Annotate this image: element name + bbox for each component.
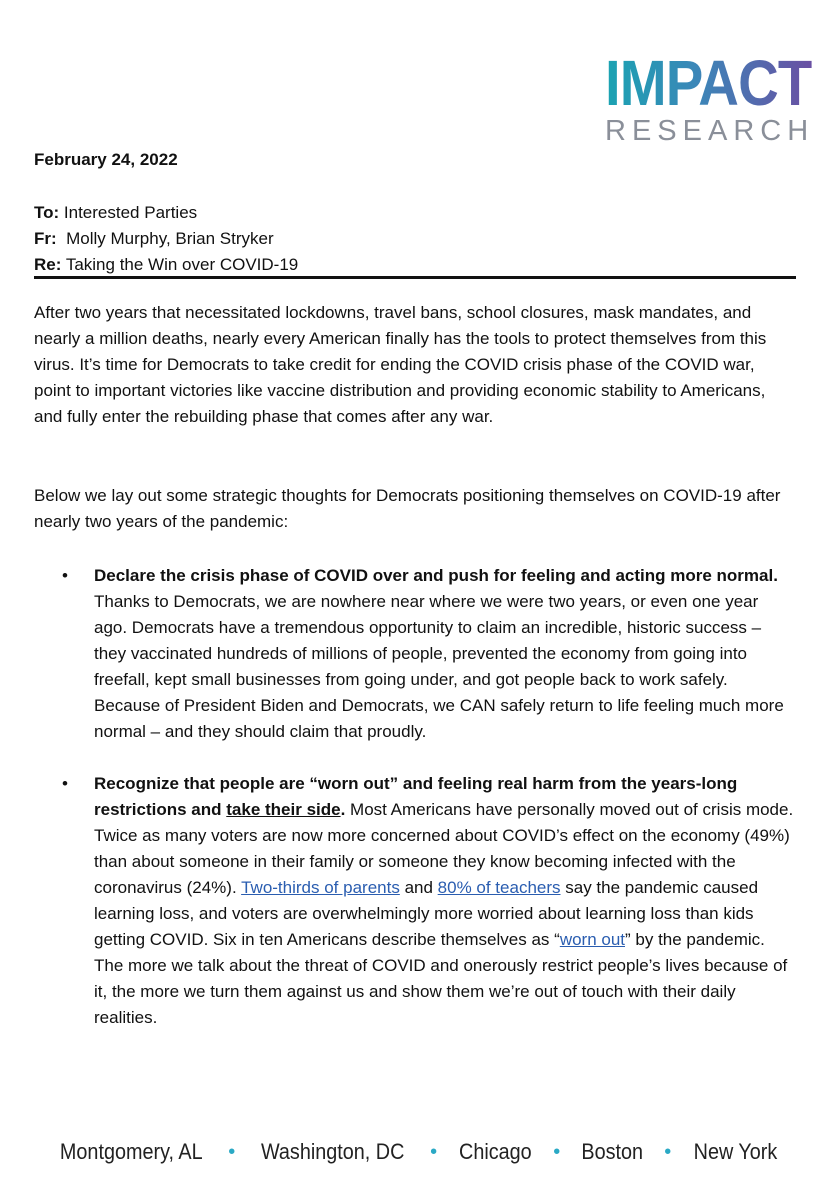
header-divider: [34, 276, 796, 279]
memo-date: February 24, 2022: [34, 150, 178, 169]
strategy-heading: Declare the crisis phase of COVID over and push for feeling and acting more normal.: [94, 566, 778, 585]
strategy-heading: Recognize that people are “worn out” and feeling real harm from the years-long restrictions and: [94, 774, 738, 819]
worn-out-link[interactable]: worn out: [559, 930, 626, 949]
memo-to-line: [34, 200, 298, 226]
footer-separator-dot: •: [228, 1140, 236, 1163]
bullet-icon: •: [62, 774, 68, 793]
strategy-item-declare-over: [34, 563, 794, 745]
strategy-heading-end: .: [340, 800, 346, 819]
memo-to-value: Interested Parties: [63, 203, 198, 222]
strategy-item-take-their-side: [34, 771, 794, 1031]
footer-city: New York: [693, 1139, 778, 1164]
memo-header: [34, 200, 298, 278]
strategy-body: and: [399, 878, 438, 897]
eighty-percent-teachers-link[interactable]: 80% of teachers: [437, 878, 561, 897]
memo-to-label: To:: [34, 203, 60, 222]
footer-city: Montgomery, AL: [59, 1139, 203, 1164]
memo-re-line: [34, 252, 298, 278]
memo-from-line: [34, 226, 298, 252]
footer-city: Boston: [581, 1139, 644, 1164]
intro-paragraph: After two years that necessitated lockdowns, travel bans, school closures, mask mandates, and nearly a million deaths, nearly every American finally has the tools to protect themselves from this virus. It’s time for Democrats to take credit for ending the COVID crisis phase of the COVID war, point to important victories like vaccine distribution and providing economic stability to Americans, and fully enter the rebuilding phase that comes after any war.: [34, 303, 767, 426]
strategy-heading-underlined: take their side: [226, 800, 341, 819]
logo-wordmark-top: IMPACT: [605, 47, 812, 119]
footer-separator-dot: •: [553, 1140, 561, 1163]
bullet-icon: •: [62, 566, 68, 585]
strategy-body: Thanks to Democrats, we are nowhere near where we were two years, or even one year ago. Democrats have a tremendous opportunity to claim an incredible, historic success – they vaccinated hundreds of millions of people, prevented the economy from going into freefall, kept small businesses from going under, and got people back to work safely. Because of President Biden and Democrats, we CAN safely return to life feeling much more normal – and they should claim that proudly.: [94, 592, 784, 741]
strategy-body: Most Americans have personally moved out of crisis mode. Twice as many voters are now more concerned about COVID’s effect on the economy (49%) than about someone in their family or someone they know becoming infected with the coronavirus (24%).: [94, 800, 794, 897]
strategy-list: [34, 563, 794, 1031]
footer-city: Chicago: [458, 1139, 532, 1164]
footer-city: Washington, DC: [260, 1139, 405, 1164]
footer-separator-dot: •: [664, 1140, 672, 1163]
logo-wordmark-bottom: RESEARCH: [605, 115, 815, 147]
memo-re-value: Taking the Win over COVID-19: [65, 255, 299, 274]
two-thirds-parents-link[interactable]: Two-thirds of parents: [241, 878, 400, 897]
strategy-body: ” by the pandemic. The more we talk about the threat of COVID and onerously restrict people’s lives because of it, the more we turn them against us and show them we’re out of touch with their daily realities.: [94, 930, 788, 1027]
footer-separator-dot: •: [430, 1140, 438, 1163]
memo-from-label: Fr:: [34, 229, 57, 248]
strategy-body: say the pandemic caused learning loss, and voters are overwhelmingly more worried about learning loss than kids getting COVID. Six in ten Americans describe themselves as “: [94, 878, 759, 949]
lead-in-paragraph: Below we lay out some strategic thoughts for Democrats positioning themselves on COVID-19 after nearly two years of the pandemic:: [34, 486, 781, 531]
memo-from-value: Molly Murphy, Brian Stryker: [66, 229, 274, 248]
memo-re-label: Re:: [34, 255, 62, 274]
office-locations-footer: [52, 1132, 782, 1172]
impact-research-logo: [605, 47, 815, 147]
